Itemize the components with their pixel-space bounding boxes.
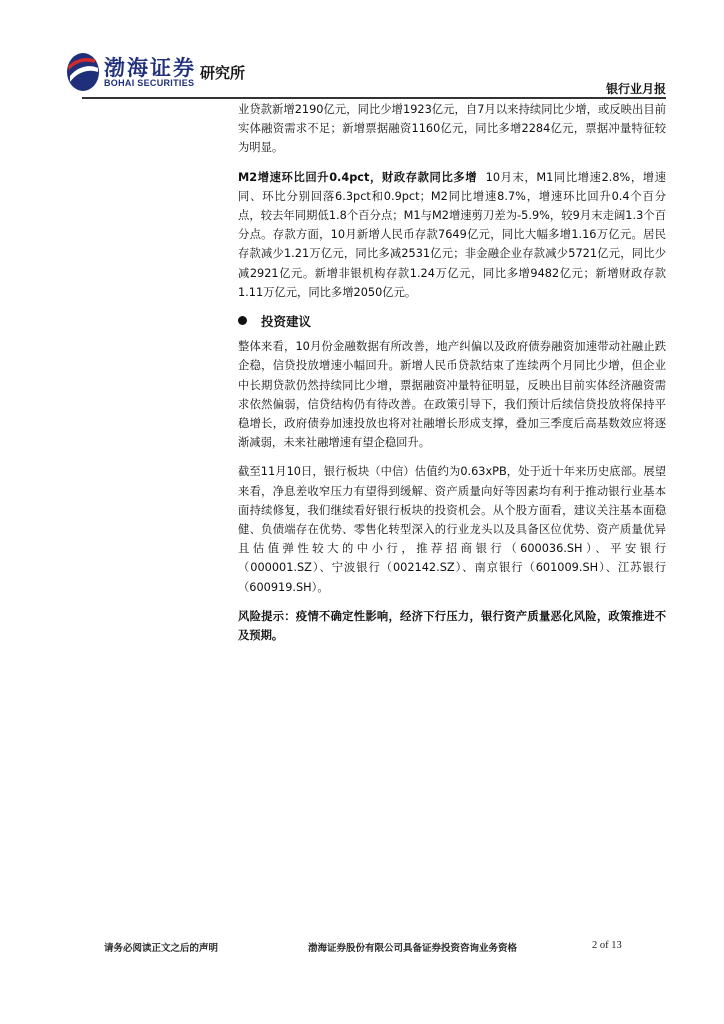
valuation-paragraph: 截至11月10日，银行板块（中信）估值约为0.63xPB，处于近十年来历史底部。展望来看，净息差收窄压力有望得到缓解、资产质量向好等因素均有利于推动银行业基本面持续修复，我们继续看好银行板块的投资机会。从个股方面看，建议关注基本面稳健、负债端存在优势、零售化转型深入的行业龙头以及具备区位优势、资产质量优异且估值弹性较大的中小行，推荐招商银行（600036.SH）、平安银行（000001.SZ）、宁波银行（002142.SZ）、南京银行（601009.SH）、江苏银行（600919.SH）。 bbox=[238, 465, 666, 594]
page-footer bbox=[0, 940, 724, 960]
m2-paragraph-lead: M2增速环比回升0.4pct，财政存款同比多增 bbox=[238, 170, 478, 184]
bohai-logo-icon bbox=[66, 52, 100, 92]
footer-disclaimer: 请务必阅读正文之后的声明 bbox=[104, 943, 219, 954]
page-header bbox=[0, 0, 724, 100]
m2-paragraph-body: 10月末，M1同比增速2.8%，增速同、环比分别回落6.3pct和0.9pct；M2同比增速8.7%，增速环比回升0.4个百分点，较去年同期低1.8个百分点；M1与M2增速剪刀差为-5.9%，较9月末走阔1.3个百分点。存款方面，10月新增人民币存款7649亿元，同比大幅多增1.16万亿元。居民存款减少1.21万亿元，同比多减2531亿元；非金融企业存款减少5721亿元，同比少减2921亿元。新增非银机构存款1.24万亿元，同比多增9482亿元；新增财政存款1.11万亿元，同比多增2050亿元。 bbox=[238, 170, 666, 299]
section-title-investment bbox=[238, 312, 666, 331]
m2-paragraph bbox=[238, 168, 666, 302]
loan-paragraph: 业贷款新增2190亿元，同比少增1923亿元，自7月以来持续同比少增，或反映出目前实体融资需求不足；新增票据融资1160亿元，同比多增2284亿元，票据冲量特征较为明显。 bbox=[238, 103, 666, 155]
header-divider bbox=[82, 97, 666, 99]
risk-warning: 风险提示：疫情不确定性影响，经济下行压力，银行资产质量恶化风险，政策推进不及预期。 bbox=[238, 609, 666, 643]
logo-text-cn: 渤海证券 bbox=[104, 56, 196, 80]
page-number: 2 of 13 bbox=[592, 940, 622, 951]
logo-text-en: BOHAI SECURITIES bbox=[104, 78, 195, 88]
footer-qualification: 渤海证券股份有限公司具备证券投资咨询业务资格 bbox=[308, 943, 518, 954]
bullet-icon bbox=[238, 316, 247, 325]
outlook-paragraph: 整体来看，10月份金融数据有所改善，地产纠偏以及政府债券融资加速带动社融止跌企稳，信贷投放增速小幅回升。新增人民币贷款结束了连续两个月同比少增，但企业中长期贷款仍然持续同比少增，票据融资冲量特征明显，反映出目前实体经济融资需求依然偏弱，信贷结构仍有待改善。在政策引导下，我们预计后续信贷投放将保持平稳增长，政府债券加速投放也将对社融增长形成支撑，叠加三季度后高基数效应将逐渐减弱，未来社融增速有望企稳回升。 bbox=[238, 340, 666, 450]
institute-label: 研究所 bbox=[200, 64, 246, 82]
report-type-label: 银行业月报 bbox=[605, 82, 666, 96]
section-title-text: 投资建议 bbox=[261, 314, 312, 330]
report-body bbox=[238, 100, 666, 655]
